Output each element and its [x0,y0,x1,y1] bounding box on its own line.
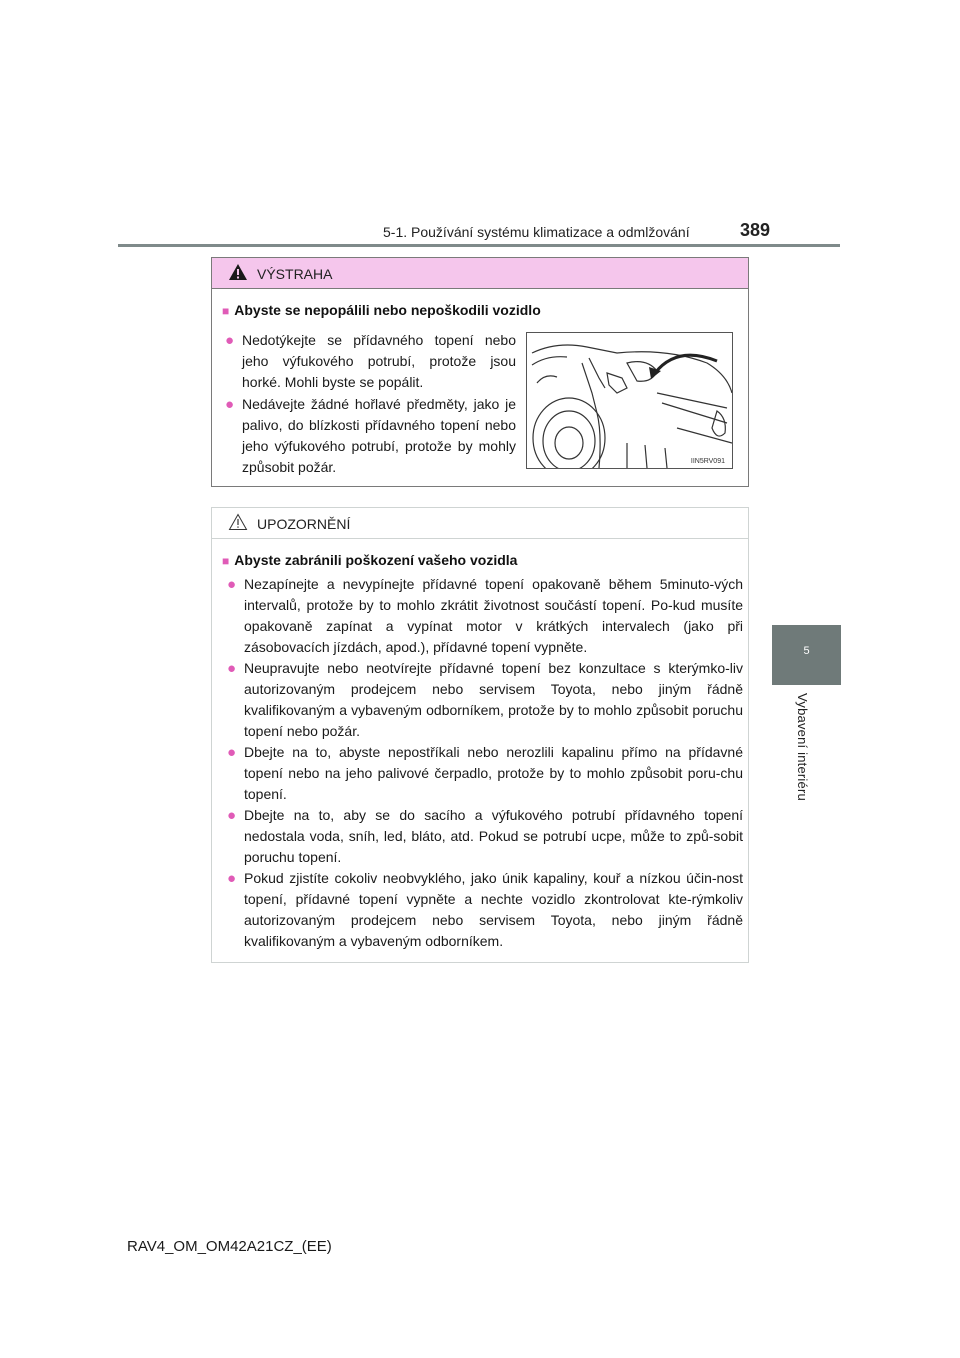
warning-header [212,258,748,289]
warning-bullet: ● Nedávejte žádné hořlavé předměty, jako je palivo, do blízkosti přídavného topení nebo jeho výfukového potrubí, protože by mohly způsobit požár. [225,396,516,475]
car-front-drawing [527,333,733,469]
caution-bullet: ● Dbejte na to, aby se do sacího a výfukového potrubí přídavného topení nedostala voda, sníh, led, bláto, atd. Pokud se potrubí ucpe, může to způ-sobit poruchu topení. [227,807,743,865]
bullet-dot-icon: ● [227,807,237,824]
caution-box [211,507,749,963]
bullet-dot-icon: ● [227,744,237,761]
chapter-number: 5 [803,645,810,657]
chapter-label: Vybavení interiéru [795,693,810,801]
page-header-title: 5-1. Používání systému klimatizace a odmlžování [383,224,690,240]
bullet-dot-icon: ● [227,660,237,677]
bullet-dot-icon: ● [225,332,235,349]
warning-triangle-icon [228,263,248,286]
caution-bullet: ● Nezapínejte a nevypínejte přídavné topení opakovaně během 5minuto-vých intervalů, protože by to mohlo zkrátit životnost součástí topení. Po-kud musíte opakovaně zapínat a vypínat motor v krátkých intervalech (jako při zásobovacích jízdách, apod.), přídavné topení vypněte. [227,576,743,655]
square-bullet-icon: ■ [222,554,230,568]
header-divider [118,244,840,247]
warning-heading: VÝSTRAHA [257,266,333,282]
chapter-tab [772,625,841,685]
warning-section-title: ■ Abyste se nepopálili nebo nepoškodili vozidlo [222,302,541,318]
caution-bullet: ● Neupravujte nebo neotvírejte přídavné topení bez konzultace s kterýmko-liv autorizovaným prodejcem nebo servisem Toyota, nebo jiným řádně kvalifikovaným a vybaveným odborníkem, protože by to mohlo způsobit poruchu topení nebo požár. [227,660,743,739]
heater-exhaust-illustration [526,332,733,469]
caution-triangle-icon [228,513,248,536]
page-number: 389 [740,220,771,240]
caution-section-title: ■ Abyste zabránili poškození vašeho vozidla [222,552,518,568]
caution-header [212,508,748,539]
warning-bullet: ● Nedotýkejte se přídavného topení nebo jeho výfukového potrubí, protože jsou horké. Mohli byste se popálit. [225,332,516,390]
bullet-dot-icon: ● [227,870,237,887]
square-bullet-icon: ■ [222,304,230,318]
warning-box [211,257,749,487]
caution-heading: UPOZORNĚNÍ [257,516,351,532]
caution-bullet: ● Pokud zjistíte cokoliv neobvyklého, jako únik kapaliny, kouř a nízkou účin-nost topení, přídavné topení vypněte a nechte vozidlo zkontrolovat kte-rýmkoliv autorizovaným prodejcem nebo servisem Toyota, nebo jiným řádně kvalifikovaným a vybaveným odborníkem. [227,870,743,949]
illustration-code: IIN5RV091 [690,458,725,465]
bullet-dot-icon: ● [225,396,235,413]
caution-bullet: ● Dbejte na to, abyste nepostříkali nebo nerozlili kapalinu přímo na přídavné topení nebo na jeho palivové čerpadlo, protože by to mohlo způsobit poru-chu topení. [227,744,743,802]
bullet-dot-icon: ● [227,576,237,593]
document-code: RAV4_OM_OM42A21CZ_(EE) [127,1238,332,1255]
